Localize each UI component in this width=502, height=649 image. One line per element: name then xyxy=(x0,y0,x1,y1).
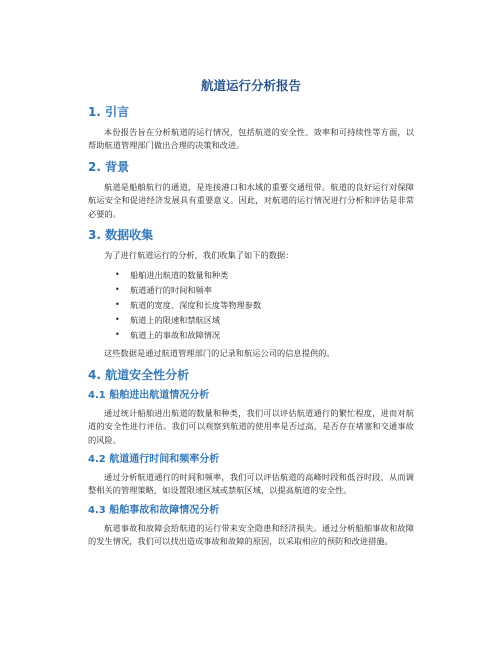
section-heading: 4. 航道安全性分析 xyxy=(88,367,190,382)
list-item xyxy=(88,313,414,328)
bullet-list xyxy=(88,268,414,342)
bullet-icon: • xyxy=(115,314,120,324)
section-safety-analysis xyxy=(88,367,414,549)
paragraph: 通过分析航道通行的时间和频率，我们可以评估航道的高峰时段和低谷时段，从而调整相关的管理策略，如设置限速区域或禁航区域，以提高航道的安全性。 xyxy=(88,472,414,496)
document-title: 航道运行分析报告 xyxy=(200,78,301,93)
list-item-text: 航道上的限速和禁航区域 xyxy=(130,314,221,325)
section-background xyxy=(88,159,414,221)
list-item xyxy=(88,328,414,343)
subsection-heading: 4.1 船舶进出航道情况分析 xyxy=(88,389,210,401)
list-item xyxy=(88,298,414,313)
list-item xyxy=(88,268,414,283)
paragraph: 航道是船舶航行的通道，是连接港口和水域的重要交通纽带。航道的良好运行对保障航运安全和促进经济发展具有重要意义。因此，对航道的运行情况进行分析和评估是非常必要的。 xyxy=(88,181,414,219)
bullet-icon: • xyxy=(115,329,120,339)
section-introduction xyxy=(88,104,414,153)
paragraph: 为了进行航道运行的分析，我们收集了如下的数据： xyxy=(104,250,294,261)
paragraph: 通过统计船舶进出航道的数量和种类，我们可以评估航道通行的繁忙程度，进而对航道的安全性进行评估。我们可以观察到航道的使用率是否过高，是否存在堵塞和交通事故的风险。 xyxy=(88,407,414,445)
subsection-heading: 4.2 航道通行时间和频率分析 xyxy=(88,454,220,466)
list-item-text: 船舶进出航道的数量和种类 xyxy=(130,270,229,281)
bullet-icon: • xyxy=(115,270,120,280)
paragraph: 本份报告旨在分析航道的运行情况，包括航道的安全性、效率和可持续性等方面，以帮助航道管理部门做出合理的决策和改进。 xyxy=(88,127,414,151)
bullet-icon: • xyxy=(115,300,120,310)
section-data-collection xyxy=(88,227,414,361)
paragraph: 这些数据是通过航道管理部门的记录和航运公司的信息提供的。 xyxy=(104,348,335,359)
section-heading: 3. 数据收集 xyxy=(88,228,154,243)
section-heading: 2. 背景 xyxy=(88,159,130,174)
list-item-text: 航道通行的时间和频率 xyxy=(130,285,212,296)
section-heading: 1. 引言 xyxy=(88,105,130,119)
list-item xyxy=(88,283,414,298)
bullet-icon: • xyxy=(115,285,120,295)
list-item-text: 航道上的事故和故障情况 xyxy=(130,329,221,340)
paragraph: 航道事故和故障会给航道的运行带来安全隐患和经济损失。通过分析船舶事故和故障的发生情况，我们可以找出造成事故和故障的原因，以采取相应的预防和改进措施。 xyxy=(88,522,414,547)
subsection-heading: 4.3 船舶事故和故障情况分析 xyxy=(88,504,220,516)
list-item-text: 航道的宽度、深度和长度等物理参数 xyxy=(130,300,262,311)
